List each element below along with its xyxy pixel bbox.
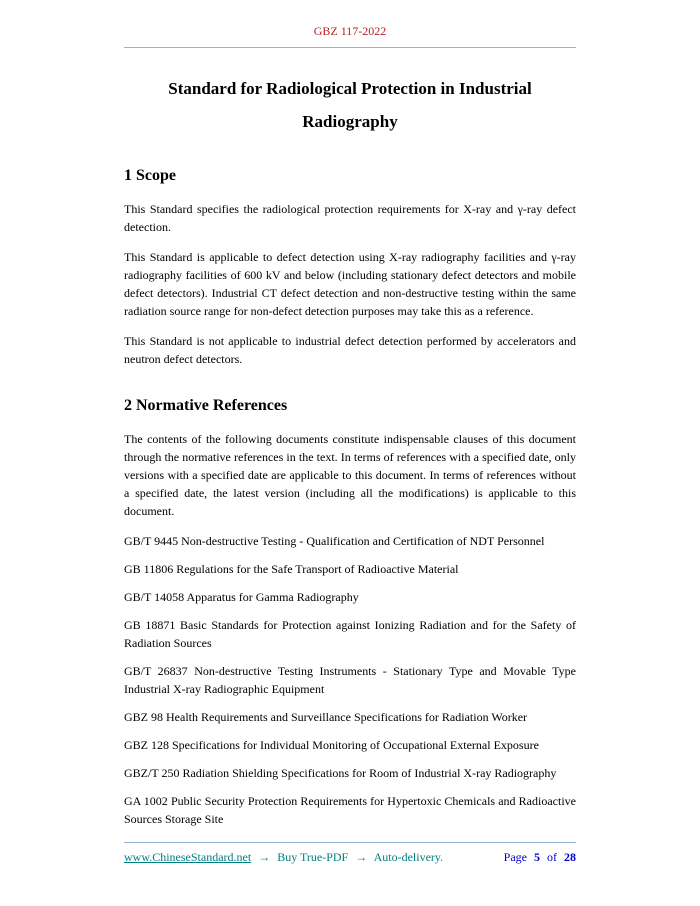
reference-item: GBZ 98 Health Requirements and Surveillance Specifications for Radiation Worker xyxy=(124,710,528,724)
scope-paragraph-1: This Standard specifies the radiological protection requirements for X-ray and γ-ray defect detection. xyxy=(124,202,576,234)
normative-intro-paragraph: The contents of the following documents constitute indispensable clauses of this document through the normative references in the text. In terms of references with a specified date, only versions with a specified date are applicable to this document. In terms of references without a specified date, the latest version (including all the modifications) is applicable to this document. xyxy=(124,432,576,518)
section-heading-scope: 1 Scope xyxy=(124,167,176,184)
scope-paragraph-2: This Standard is applicable to defect detection using X-ray radiography facilities and γ-ray radiography facilities of 600 kV and below (including stationary defect detectors and mobile defect detectors). Industrial CT defect detection and non-destructive testing within the same radiation source range for non-defect detection purposes may take this as a reference. xyxy=(124,250,576,318)
reference-item: GA 1002 Public Security Protection Requirements for Hypertoxic Chemicals and Radioactive Sources Storage Site xyxy=(124,794,576,826)
reference-item: GB/T 9445 Non-destructive Testing - Qualification and Certification of NDT Personnel xyxy=(124,534,545,548)
document-title-line-2: Radiography xyxy=(302,112,398,131)
reference-item: GB 18871 Basic Standards for Protection against Ionizing Radiation and for the Safety of Radiation Sources xyxy=(124,618,576,650)
reference-item: GBZ/T 250 Radiation Shielding Specifications for Room of Industrial X-ray Radiography xyxy=(124,766,557,780)
footer-source-line xyxy=(124,850,443,865)
document-code-header: GBZ 117-2022 xyxy=(313,24,387,38)
arrow-right-icon: → xyxy=(258,850,271,864)
scope-paragraph-3: This Standard is not applicable to industrial defect detection performed by accelerators and neutron defect detectors. xyxy=(124,334,576,366)
document-title-line-1: Standard for Radiological Protection in Industrial xyxy=(168,79,532,98)
page-indicator xyxy=(500,850,576,865)
document-title xyxy=(124,72,576,138)
reference-item: GB/T 26837 Non-destructive Testing Instruments - Stationary Type and Movable Type Industrial X-ray Radiographic Equipment xyxy=(124,664,576,696)
section-heading-normative-references: 2 Normative References xyxy=(124,397,288,414)
chinesestandard-link[interactable]: www.ChineseStandard.net xyxy=(124,850,252,864)
header-divider xyxy=(124,47,576,48)
reference-item: GBZ 128 Specifications for Individual Monitoring of Occupational External Exposure xyxy=(124,738,539,752)
footer-auto-delivery-label: Auto-delivery. xyxy=(373,850,444,864)
total-pages-number: 28 xyxy=(564,850,576,864)
page-content xyxy=(124,0,576,838)
reference-item: GB/T 14058 Apparatus for Gamma Radiography xyxy=(124,590,359,604)
page-label: Page xyxy=(503,850,527,864)
current-page-number: 5 xyxy=(534,850,540,864)
page-footer xyxy=(124,842,576,865)
of-label: of xyxy=(547,850,557,864)
reference-item: GB 11806 Regulations for the Safe Transport of Radioactive Material xyxy=(124,562,459,576)
arrow-right-icon: → xyxy=(355,850,368,864)
footer-buy-true-pdf-label: Buy True-PDF xyxy=(277,850,349,864)
